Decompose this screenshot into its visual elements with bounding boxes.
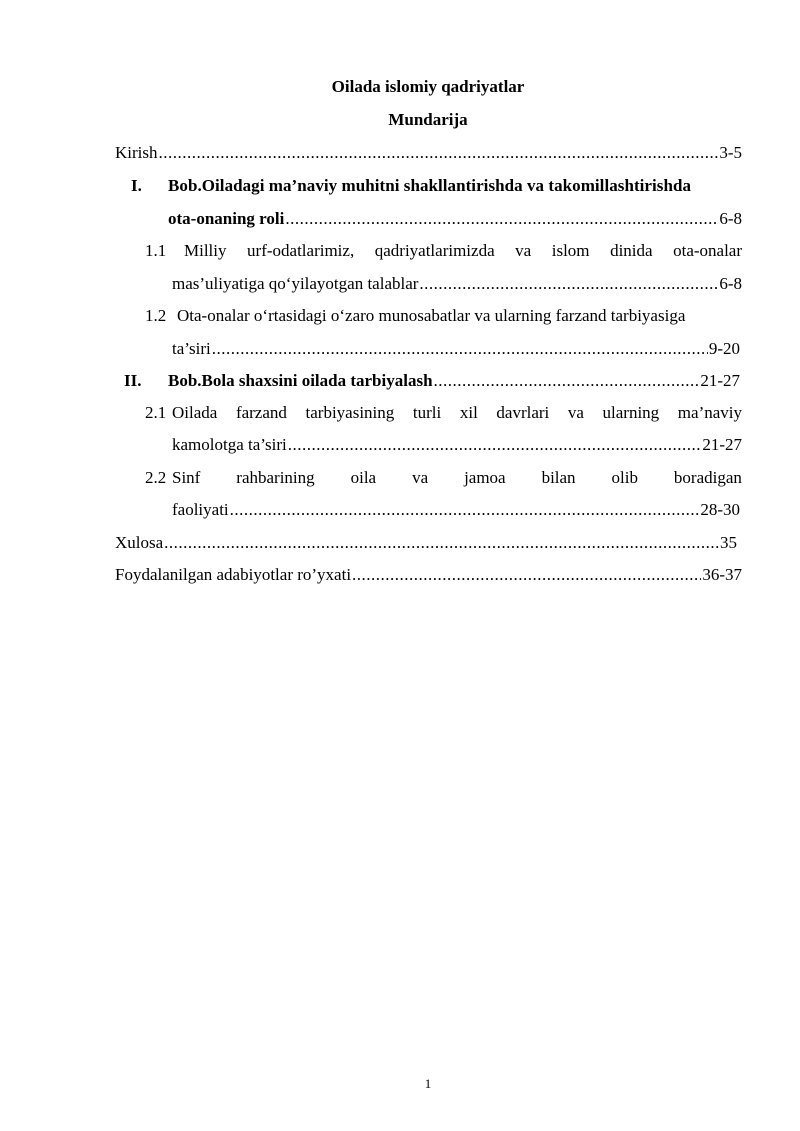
word: urf-odatlarimiz, xyxy=(247,241,355,260)
word: va xyxy=(567,403,584,422)
section-title-line[interactable] xyxy=(184,241,742,261)
word: ularning xyxy=(602,403,660,422)
section-number: 2.2 xyxy=(145,468,167,487)
toc-entry-label: ota-onaning roli xyxy=(168,209,285,228)
chapter-title[interactable]: Bob.Oiladagi ma’naviy muhitni shakllantirishda va takomillashtirishda xyxy=(168,176,692,195)
word: davrlari xyxy=(496,403,550,422)
section-number: 1.1 xyxy=(145,241,167,260)
word: Milliy xyxy=(184,241,227,260)
toc-entry-label: Xulosa xyxy=(115,533,164,552)
dot-leader xyxy=(230,500,700,520)
word: Oilada xyxy=(172,403,218,422)
toc-entry-pages: 36-37 xyxy=(702,565,742,584)
dot-leader xyxy=(164,533,719,553)
section-title-line[interactable] xyxy=(172,468,742,488)
chapter-number: II. xyxy=(124,371,142,390)
document-title: Oilada islomiy qadriyatlar xyxy=(331,77,525,96)
dot-leader xyxy=(352,565,701,585)
toc-entry-pages: 6-8 xyxy=(719,274,742,293)
word: turli xyxy=(412,403,442,422)
toc-entry-chapter2[interactable] xyxy=(168,371,740,391)
word: ma’naviy xyxy=(677,403,742,422)
dot-leader xyxy=(159,143,719,163)
toc-heading: Mundarija xyxy=(388,110,468,129)
word: boradigan xyxy=(673,468,742,487)
toc-entry-pages: 6-8 xyxy=(719,209,742,228)
word: islom xyxy=(551,241,590,260)
section-title-line[interactable] xyxy=(172,403,742,423)
toc-entry-pages: 35 xyxy=(720,533,737,552)
dot-leader xyxy=(212,339,708,359)
section-number: 1.2 xyxy=(145,306,167,325)
word: ota-onalar xyxy=(673,241,742,260)
word: jamoa xyxy=(464,468,506,487)
toc-entry-chapter1[interactable] xyxy=(168,209,742,229)
section-title-line[interactable]: Ota-onalar o‘rtasidagi o‘zaro munosabatlar va ularning farzand tarbiyasiga xyxy=(177,306,686,325)
word: va xyxy=(515,241,532,260)
page-number: 1 xyxy=(424,1076,432,1091)
toc-entry-label: faoliyati xyxy=(172,500,229,519)
toc-entry-section[interactable] xyxy=(172,435,742,455)
toc-entry-conclusion[interactable] xyxy=(115,533,737,553)
toc-entry-section[interactable] xyxy=(172,339,740,359)
word: Sinf xyxy=(172,468,201,487)
toc-entry-pages: 3-5 xyxy=(719,143,742,162)
word: qadriyatlarimizda xyxy=(374,241,495,260)
toc-entry-references[interactable] xyxy=(115,565,742,585)
toc-entry-label: kamolotga ta’siri xyxy=(172,435,287,454)
word: farzand xyxy=(235,403,287,422)
toc-entry-label: ta’siri xyxy=(172,339,211,358)
toc-entry-section[interactable] xyxy=(172,500,740,520)
toc-entry-section[interactable] xyxy=(172,274,742,294)
section-number: 2.1 xyxy=(145,403,167,422)
toc-entry-label: Kirish xyxy=(115,143,158,162)
word: rahbarining xyxy=(236,468,315,487)
word: oila xyxy=(350,468,377,487)
word: dinida xyxy=(610,241,653,260)
chapter-number: I. xyxy=(131,176,142,195)
word: va xyxy=(412,468,429,487)
toc-entry-intro[interactable] xyxy=(115,143,742,163)
toc-entry-pages: 21-27 xyxy=(700,371,740,390)
word: olib xyxy=(611,468,638,487)
dot-leader xyxy=(288,435,702,455)
dot-leader xyxy=(434,371,700,391)
word: tarbiyasining xyxy=(305,403,395,422)
toc-entry-label: Foydalanilgan adabiyotlar ro’yxati xyxy=(115,565,352,584)
word: xil xyxy=(459,403,478,422)
word: bilan xyxy=(541,468,576,487)
toc-entry-pages: 21-27 xyxy=(702,435,742,454)
dot-leader xyxy=(419,274,718,294)
toc-entry-label: mas’uliyatiga qo‘yilayotgan talablar xyxy=(172,274,419,293)
toc-entry-label: Bob.Bola shaxsini oilada tarbiyalash xyxy=(168,371,433,390)
dot-leader xyxy=(285,209,718,229)
toc-entry-pages: 28-30 xyxy=(700,500,740,519)
toc-entry-pages: 9-20 xyxy=(708,339,740,358)
